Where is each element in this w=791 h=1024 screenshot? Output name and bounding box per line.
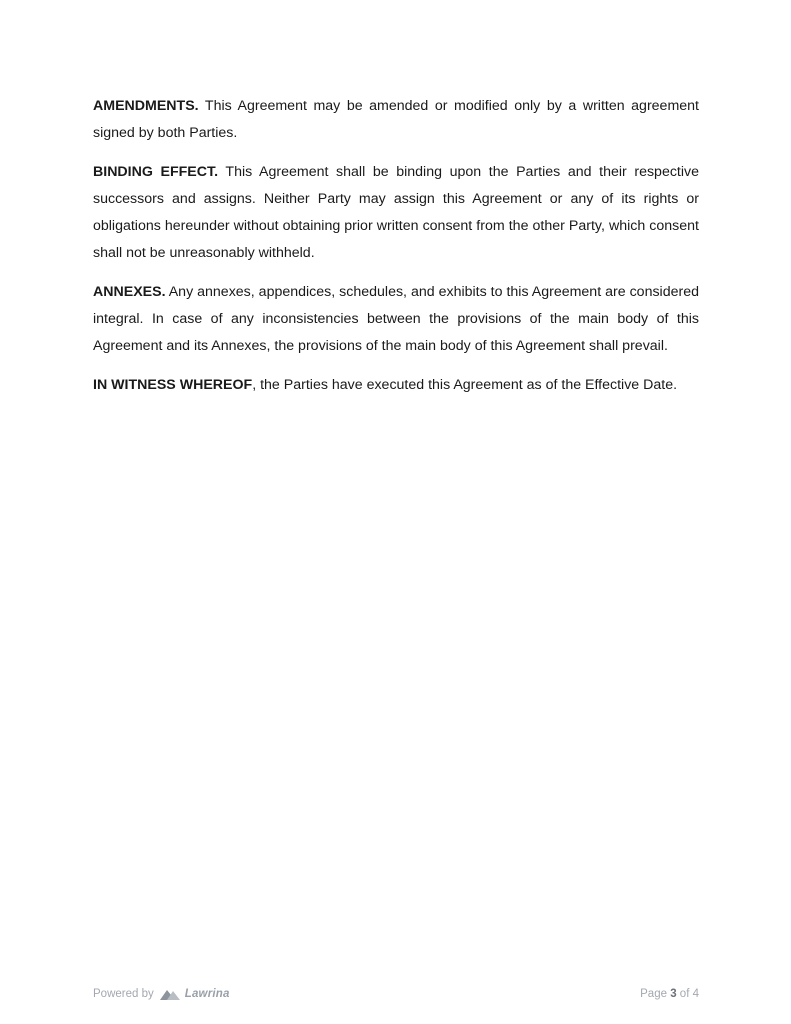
clause-in-witness-whereof <box>93 372 699 399</box>
page-current: 3 <box>670 988 677 1000</box>
clause-text: This Agreement shall be binding upon the Parties and their respective successors and assigns. Neither Party may assign this Agreement or any of its rights or obligations hereunder without obtaining prior written consent from the other Party, which consent shall not be unreasonably withheld. <box>93 164 700 261</box>
document-body <box>93 93 699 411</box>
page-prefix: Page <box>640 988 667 1000</box>
powered-by-lawrina[interactable] <box>93 984 230 1004</box>
page-of: of <box>679 988 690 1000</box>
clause-amendments <box>93 93 699 147</box>
clause-text: , the Parties have executed this Agreement as of the Effective Date. <box>252 377 678 393</box>
clause-text: This Agreement may be amended or modified only by a written agreement signed by both Parties. <box>93 98 699 141</box>
page-footer <box>93 984 699 1004</box>
brand-name: Lawrina <box>184 988 230 1000</box>
clause-binding-effect <box>93 159 699 267</box>
page-total: 4 <box>692 988 699 1000</box>
lawrina-logo-icon <box>160 988 180 1000</box>
clause-heading: ANNEXES. <box>93 284 166 300</box>
page-number <box>640 984 699 1004</box>
clause-annexes <box>93 279 699 360</box>
clause-heading: IN WITNESS WHEREOF <box>93 377 253 393</box>
clause-heading: BINDING EFFECT. <box>93 164 219 180</box>
clause-text: Any annexes, appendices, schedules, and exhibits to this Agreement are considered integral. In case of any inconsistencies between the provisions of the main body of this Agreement and its Annexes, the provisions of the main body of this Agreement shall prevail. <box>93 284 699 354</box>
powered-by-label: Powered by <box>93 988 154 1000</box>
clause-heading: AMENDMENTS. <box>93 98 199 114</box>
